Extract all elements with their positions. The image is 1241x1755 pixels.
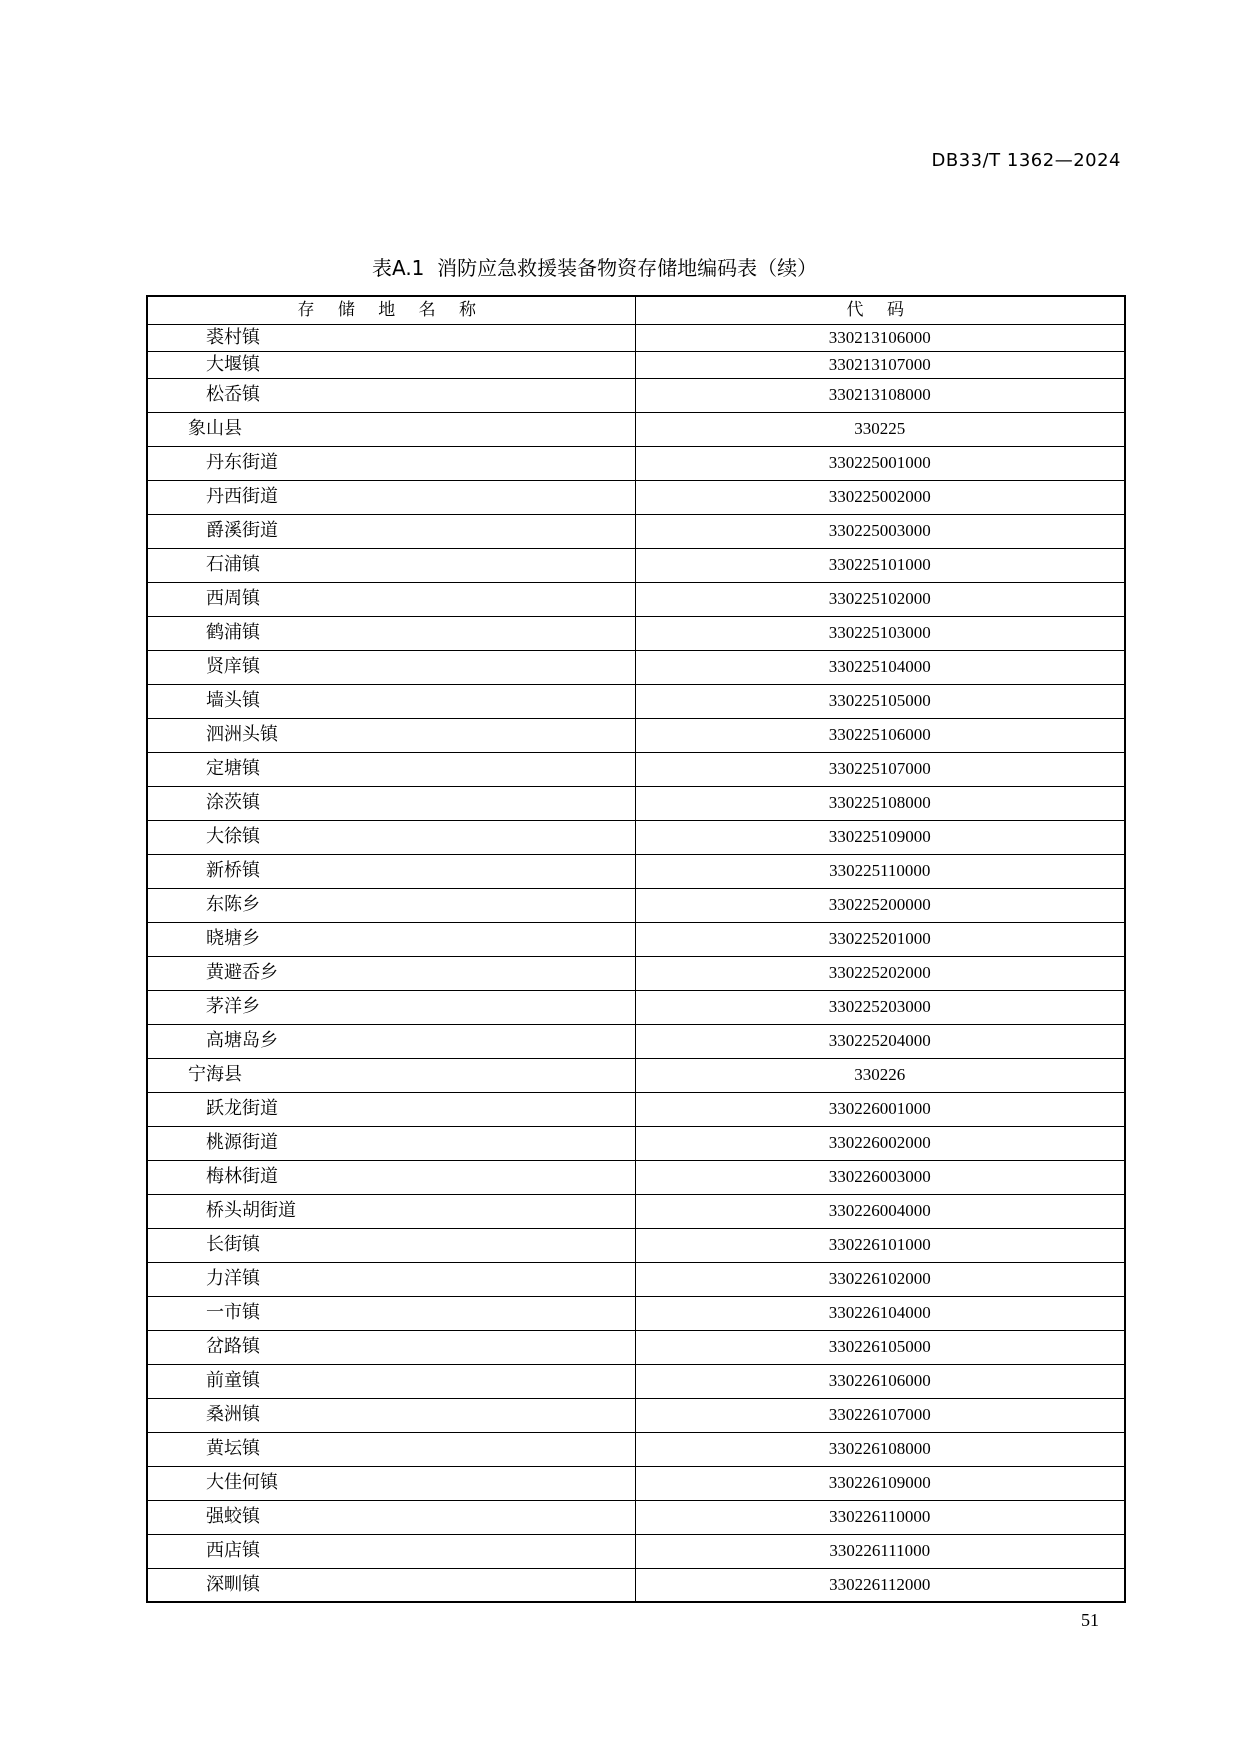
location-code-cell: 330226004000	[635, 1194, 1125, 1228]
location-code-cell: 330213106000	[635, 324, 1125, 351]
location-name-cell: 石浦镇	[147, 548, 635, 582]
location-code-cell: 330225002000	[635, 480, 1125, 514]
location-code-cell: 330225003000	[635, 514, 1125, 548]
location-name-cell: 裘村镇	[147, 324, 635, 351]
table-row	[147, 1534, 1125, 1568]
storage-location-code-table	[146, 295, 1126, 1603]
table-row	[147, 956, 1125, 990]
table-row	[147, 1364, 1125, 1398]
table-row	[147, 990, 1125, 1024]
table-row	[147, 718, 1125, 752]
location-code-cell: 330213108000	[635, 378, 1125, 412]
location-name-cell: 黄坛镇	[147, 1432, 635, 1466]
location-code-cell: 330225200000	[635, 888, 1125, 922]
table-row	[147, 1024, 1125, 1058]
location-name-cell: 西店镇	[147, 1534, 635, 1568]
table-row	[147, 888, 1125, 922]
location-name-cell: 涂茨镇	[147, 786, 635, 820]
location-name-cell: 一市镇	[147, 1296, 635, 1330]
table-row	[147, 514, 1125, 548]
location-name-cell: 长街镇	[147, 1228, 635, 1262]
location-name-cell: 桑洲镇	[147, 1398, 635, 1432]
table-row	[147, 1432, 1125, 1466]
location-name-cell: 东陈乡	[147, 888, 635, 922]
location-name-cell: 力洋镇	[147, 1262, 635, 1296]
location-name-cell: 梅林街道	[147, 1160, 635, 1194]
table-row	[147, 1058, 1125, 1092]
table-header	[147, 296, 1125, 324]
location-name-cell: 西周镇	[147, 582, 635, 616]
location-code-cell: 330225102000	[635, 582, 1125, 616]
table-row	[147, 1500, 1125, 1534]
page-number: 51	[1081, 1610, 1099, 1630]
column-header-code: 代 码	[635, 296, 1125, 324]
location-code-cell: 330226001000	[635, 1092, 1125, 1126]
location-code-cell: 330225	[635, 412, 1125, 446]
table-row	[147, 351, 1125, 378]
location-code-cell: 330226101000	[635, 1228, 1125, 1262]
location-name-cell: 定塘镇	[147, 752, 635, 786]
location-name-cell: 象山县	[147, 412, 635, 446]
table-row	[147, 1228, 1125, 1262]
location-code-cell: 330225203000	[635, 990, 1125, 1024]
location-code-cell: 330226108000	[635, 1432, 1125, 1466]
location-name-cell: 大堰镇	[147, 351, 635, 378]
location-name-cell: 新桥镇	[147, 854, 635, 888]
location-name-cell: 丹东街道	[147, 446, 635, 480]
location-code-cell: 330226102000	[635, 1262, 1125, 1296]
location-code-cell: 330226109000	[635, 1466, 1125, 1500]
location-code-cell: 330225201000	[635, 922, 1125, 956]
table-row	[147, 854, 1125, 888]
table-row	[147, 1296, 1125, 1330]
location-code-cell: 330225204000	[635, 1024, 1125, 1058]
table-row	[147, 324, 1125, 351]
location-name-cell: 晓塘乡	[147, 922, 635, 956]
column-header-name: 存 储 地 名 称	[147, 296, 635, 324]
location-name-cell: 贤庠镇	[147, 650, 635, 684]
table-row	[147, 1568, 1125, 1602]
location-name-cell: 桥头胡街道	[147, 1194, 635, 1228]
location-name-cell: 宁海县	[147, 1058, 635, 1092]
location-code-cell: 330226112000	[635, 1568, 1125, 1602]
location-name-cell: 松岙镇	[147, 378, 635, 412]
table-row	[147, 752, 1125, 786]
location-name-cell: 桃源街道	[147, 1126, 635, 1160]
location-code-cell: 330226107000	[635, 1398, 1125, 1432]
table-row	[147, 1262, 1125, 1296]
location-code-cell: 330225109000	[635, 820, 1125, 854]
table-row	[147, 378, 1125, 412]
location-name-cell: 爵溪街道	[147, 514, 635, 548]
location-name-cell: 高塘岛乡	[147, 1024, 635, 1058]
location-code-cell: 330226104000	[635, 1296, 1125, 1330]
location-code-cell: 330225107000	[635, 752, 1125, 786]
standard-code: DB33/T 1362—2024	[931, 150, 1121, 171]
table-row	[147, 1398, 1125, 1432]
table-row	[147, 684, 1125, 718]
table-row	[147, 446, 1125, 480]
table-row	[147, 548, 1125, 582]
location-code-cell: 330225101000	[635, 548, 1125, 582]
location-code-cell: 330225106000	[635, 718, 1125, 752]
location-name-cell: 大徐镇	[147, 820, 635, 854]
table-row	[147, 412, 1125, 446]
location-code-cell: 330226106000	[635, 1364, 1125, 1398]
table-row	[147, 582, 1125, 616]
location-name-cell: 前童镇	[147, 1364, 635, 1398]
location-code-cell: 330225202000	[635, 956, 1125, 990]
location-code-cell: 330225001000	[635, 446, 1125, 480]
location-name-cell: 黄避岙乡	[147, 956, 635, 990]
table-row	[147, 1092, 1125, 1126]
table-title: 表A.1 消防应急救援装备物资存储地编码表（续）	[372, 256, 818, 280]
location-code-cell: 330225108000	[635, 786, 1125, 820]
table-row	[147, 1160, 1125, 1194]
table-row	[147, 616, 1125, 650]
location-code-cell: 330225103000	[635, 616, 1125, 650]
location-code-cell: 330226002000	[635, 1126, 1125, 1160]
location-name-cell: 强蛟镇	[147, 1500, 635, 1534]
location-code-cell: 330226003000	[635, 1160, 1125, 1194]
location-code-cell: 330225104000	[635, 650, 1125, 684]
table-row	[147, 922, 1125, 956]
location-code-cell: 330225105000	[635, 684, 1125, 718]
table-row	[147, 650, 1125, 684]
location-name-cell: 跃龙街道	[147, 1092, 635, 1126]
location-name-cell: 茅洋乡	[147, 990, 635, 1024]
table-row	[147, 786, 1125, 820]
table-row	[147, 1126, 1125, 1160]
table-header-row	[147, 296, 1125, 324]
location-code-cell: 330226110000	[635, 1500, 1125, 1534]
table-row	[147, 1194, 1125, 1228]
location-code-cell: 330213107000	[635, 351, 1125, 378]
table-row	[147, 820, 1125, 854]
location-code-cell: 330226	[635, 1058, 1125, 1092]
table-row	[147, 480, 1125, 514]
location-name-cell: 泗洲头镇	[147, 718, 635, 752]
location-name-cell: 岔路镇	[147, 1330, 635, 1364]
location-code-cell: 330226111000	[635, 1534, 1125, 1568]
table-row	[147, 1330, 1125, 1364]
location-name-cell: 大佳何镇	[147, 1466, 635, 1500]
table-body	[147, 324, 1125, 1602]
location-code-cell: 330226105000	[635, 1330, 1125, 1364]
location-code-cell: 330225110000	[635, 854, 1125, 888]
location-name-cell: 鹤浦镇	[147, 616, 635, 650]
location-name-cell: 丹西街道	[147, 480, 635, 514]
table-row	[147, 1466, 1125, 1500]
location-name-cell: 深甽镇	[147, 1568, 635, 1602]
location-name-cell: 墙头镇	[147, 684, 635, 718]
